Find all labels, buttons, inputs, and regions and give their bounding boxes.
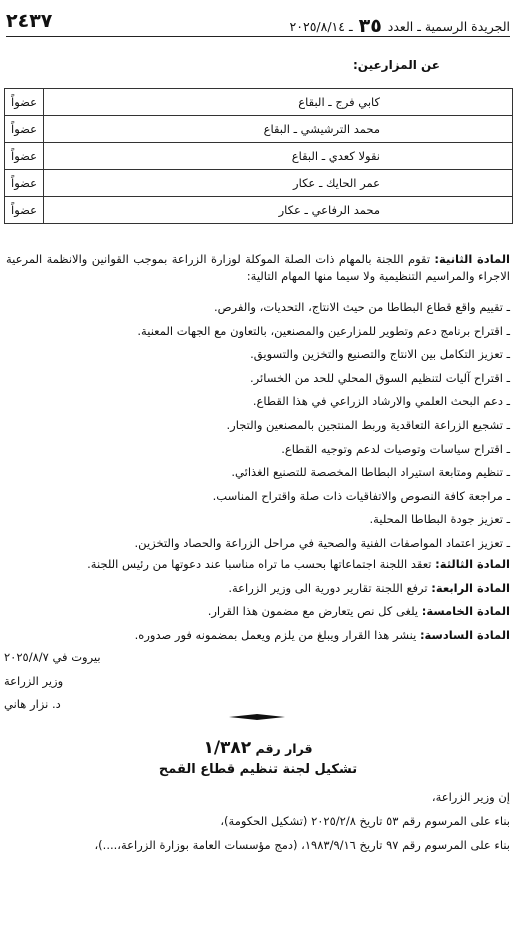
decision-number: ١/٣٨٢ [203,738,252,758]
task-item: ـ تشجيع الزراعة التعاقدية وربط المنتجين بالمصنعين والتجار. [226,417,510,432]
member-row [5,170,513,197]
preamble-line: بناء على المرسوم رقم ٥٣ تاريخ ٢٠٢٥/٢/٨ (تشكيل الحكومة)، [220,814,510,828]
member-name: محمد الترشيشي ـ البقاع [43,116,512,143]
task-item: ـ تقييم واقع قطاع البطاطا من حيث الانتاج، التحديات، والفرص. [213,300,510,314]
task-item: ـ اقتراح سياسات وتوصيات لدعم وتوجيه القطاع. [281,441,510,456]
preamble-line: بناء على المرسوم رقم ٩٧ تاريخ ١٩٨٣/٩/١٦، (دمج مؤسسات العامة بوزارة الزراعة،....)، [94,838,510,852]
article-line [6,600,510,624]
member-name: عمر الحايك ـ عكار [43,170,512,197]
task-item: ـ تعزيز اعتماد المواصفات الفنية والصحية في مراحل الزراعة والحصاد والتخزين. [134,535,510,550]
preamble-line: إن وزير الزراعة، [431,790,510,804]
task-item: ـ تعزيز التكامل بين الانتاج والتصنيع والتخزين والتسويق. [250,347,510,362]
signature-place-date: بيروت في ٢٠٢٥/٨/٧ [4,650,101,664]
members-table [4,88,513,224]
task-item: ـ اقتراح آليات لتنظيم السوق المحلي للحد من الخسائر. [250,370,510,385]
signature-ministry: وزير الزراعة [4,674,64,688]
member-row [5,197,513,224]
article-text: ينشر هذا القرار ويبلغ من يلزم ويعمل بمضمونه فور صدوره. [134,627,420,642]
section-label: عن المزارعين: [352,58,440,72]
task-item: ـ تنظيم ومتابعة استيراد البطاطا المخصصة للتصنيع الغذائي. [231,465,510,480]
article-2-text: تقوم اللجنة بالمهام ذات الصلة الموكلة لوزارة الزراعة بموجب القوانين والانظمة المرعية الاجراء والمراسيم التنظيمية ولا سيما منها المهام التالية: [6,252,510,283]
task-item: ـ دعم البحث العلمي والارشاد الزراعي في هذا القطاع. [252,394,510,409]
page-number: ٢٤٣٧ [6,10,53,32]
article-label: المادة الرابعة: [431,580,510,595]
member-name: نقولا كعدي ـ البقاع [43,143,512,170]
article-line [6,553,510,577]
member-role: عضواً [5,143,44,170]
member-row [5,143,513,170]
member-row [5,89,513,116]
member-role: عضواً [5,116,44,143]
article-2 [6,251,510,285]
section-divider [229,714,285,720]
task-item: ـ تعزيز جودة البطاطا المحلية. [369,512,510,527]
issue-number: ٣٥ [358,15,382,37]
decision-title: تشكيل لجنة تنظيم قطاع القمح [158,762,358,777]
task-item: ـ اقتراح برنامج دعم وتطوير للمزارعين والمصنعين، بالتعاون مع الجهات المعنية. [137,323,510,338]
header-title-line [290,14,510,36]
article-line [6,624,510,648]
decision-number-prefix: قرار رقم [255,741,313,756]
articles-block [6,553,510,647]
article-line [6,577,510,601]
decision-number-line [0,738,516,758]
article-label: المادة السادسة: [419,627,510,642]
member-name: محمد الرفاعي ـ عكار [43,197,512,224]
member-role: عضواً [5,170,44,197]
tasks-list [6,296,510,556]
article-text: يلغى كل نص يتعارض مع مضمون هذا القرار. [207,604,422,618]
article-text: ترفع اللجنة تقارير دورية الى وزير الزراعة. [228,580,432,595]
signature-minister: د. نزار هاني [4,697,61,711]
task-item: ـ مراجعة كافة النصوص والاتفاقيات ذات صلة واقتراح المناسب. [212,488,510,503]
member-name: كابي فرج ـ البقاع [43,89,512,116]
issue-date: ـ ٢٠٢٥/٨/١٤ [289,19,353,34]
member-row [5,116,513,143]
article-text: تعقد اللجنة اجتماعاتها بحسب ما تراه مناسبا عند دعوتها من رئيس اللجنة. [87,557,436,571]
gazette-title: الجريدة الرسمية ـ العدد [387,19,510,34]
article-label: المادة الثالثة: [435,557,510,571]
member-role: عضواً [5,89,44,116]
member-role: عضواً [5,197,44,224]
page-header [6,8,510,37]
article-label: المادة الخامسة: [421,604,510,618]
article-2-label: المادة الثانية: [434,252,510,266]
